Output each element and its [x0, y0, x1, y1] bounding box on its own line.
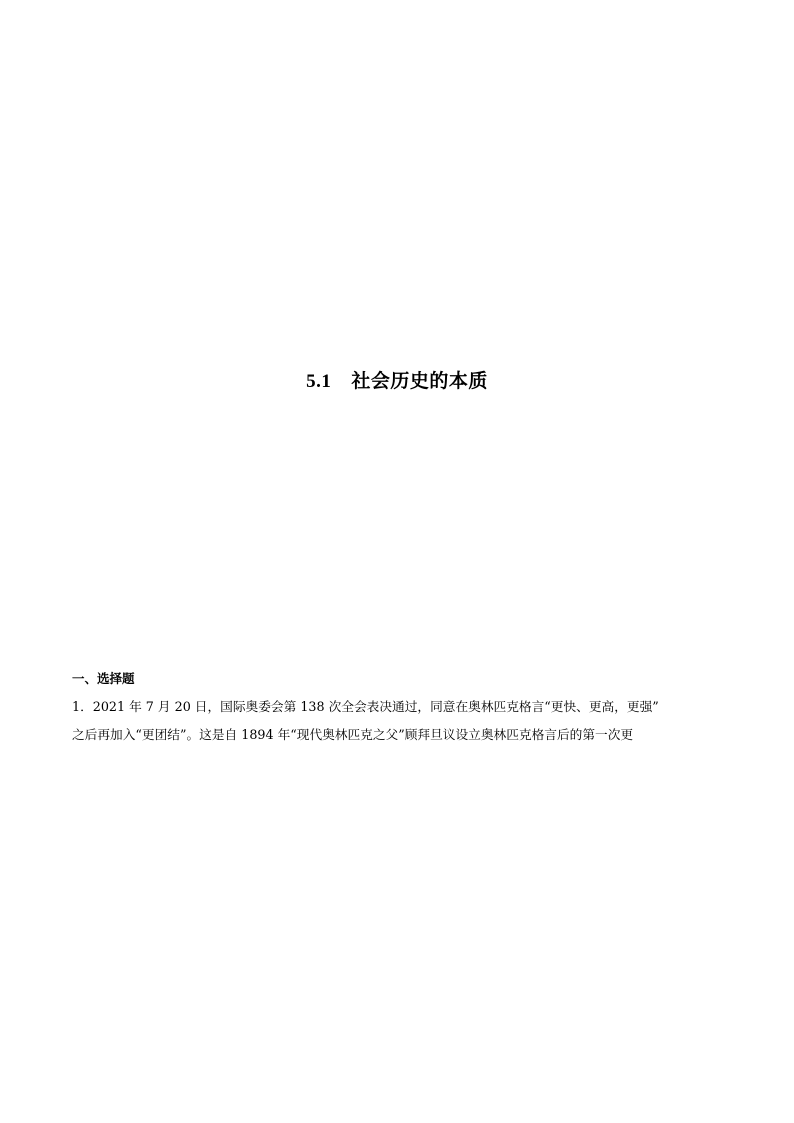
question-1 — [72, 693, 722, 749]
section-heading: 一、选择题 — [72, 671, 135, 686]
question-1-line-2: 之后再加入“更团结”。这是自 1894 年“现代奥林匹克之父”顾拜旦议设立奥林匹克格言后的第一次更 — [72, 727, 634, 742]
title-text: 社会历史的本质 — [351, 370, 488, 392]
question-1-line-1: 1．2021 年 7 月 20 日，国际奥委会第 138 次全会表决通过，同意在奥林匹克格言“更快、更高，更强” — [72, 699, 659, 714]
title-number: 5.1 — [306, 371, 332, 392]
page-title — [0, 366, 794, 393]
